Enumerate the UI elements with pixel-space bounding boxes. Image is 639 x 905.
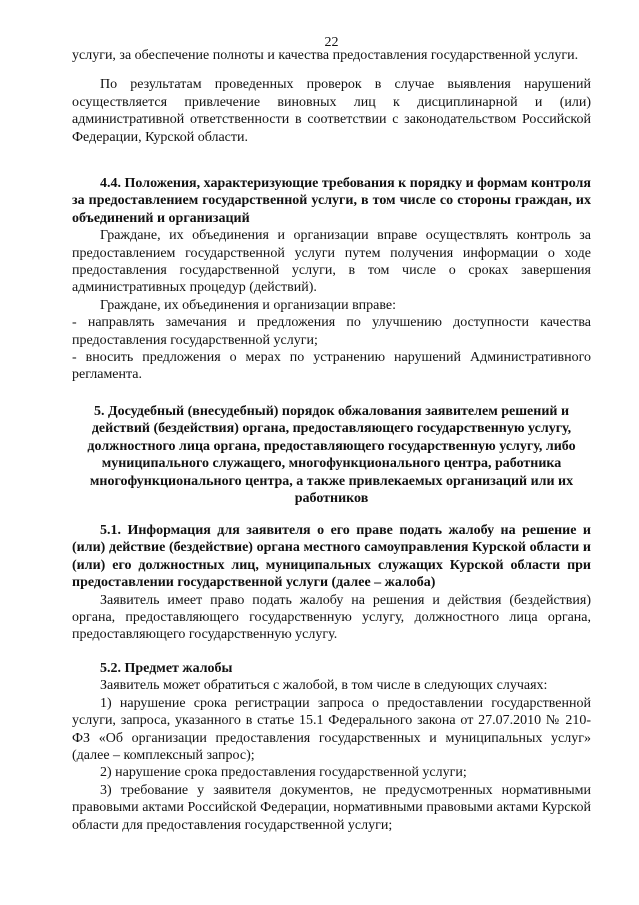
intro-continuation <box>72 47 591 146</box>
section-paragraph: Заявитель может обратиться с жалобой, в том числе в следующих случаях: <box>100 678 548 694</box>
page-number: 22 <box>324 35 339 50</box>
section-paragraph: Заявитель имеет право подать жалобу на решения и действия (бездействия) органа, предоставляющего государственную услугу, должностного лица органа, предоставляющего государственную услугу. <box>72 592 591 643</box>
list-item: 1) нарушение срока регистрации запроса о предоставлении государственной услуги, запроса, указанного в статье 15.1 Федерального закона от 27.07.2010 № 210-ФЗ «Об организации предоставления государственных и муниципальных услуг» (далее – комплексный запрос); <box>72 695 591 764</box>
document-page <box>72 0 591 905</box>
section-5-2 <box>72 660 591 834</box>
section-heading: 5.1. Информация для заявителя о его праве подать жалобу на решение и (или) действие (бездействие) органа местного самоуправления Курской области и (или) его должностных лиц, муниципальных служащих Курской области при предоставлении государственной услуги (далее – жалоба) <box>72 523 591 591</box>
chapter-heading: 5. Досудебный (внесудебный) порядок обжалования заявителем решений и действий (бездействия) органа, предоставляющего государственную услугу, должностного лица органа, предоставляющего государственную услугу, либо муниципального служащего, многофункционального центра, работника многофункционального центра, а также привлекаемых организаций или их работников <box>87 404 576 507</box>
section-paragraph: Граждане, их объединения и организации вправе осуществлять контроль за предоставлением государственной услуги путем получения информации о ходе предоставления государственной услуги, в том числе о сроках завершения административных процедур (действий). <box>72 228 591 296</box>
section-5-1 <box>72 522 591 644</box>
intro-paragraph: По результатам проведенных проверок в случае выявления нарушений осуществляется привлечение виновных лиц к дисциплинарной и (или) административной ответственности в соответствии с законодательством Российской Федерации, Курской области. <box>72 77 591 145</box>
list-item: - направлять замечания и предложения по улучшению доступности качества предоставления государственной услуги; <box>72 315 591 348</box>
section-heading: 5.2. Предмет жалобы <box>100 661 233 676</box>
list-item: - вносить предложения о мерах по устранению нарушений Административного регламента. <box>72 350 591 383</box>
intro-paragraph: услуги, за обеспечение полноты и качества предоставления государственной услуги. <box>72 48 579 63</box>
section-paragraph: Граждане, их объединения и организации вправе: <box>100 297 397 313</box>
section-5 <box>72 403 591 507</box>
list-item: 3) требование у заявителя документов, не предусмотренных нормативными правовыми актами Российской Федерации, нормативными правовыми актами Курской области для предоставления государственной услуги; <box>72 782 591 833</box>
section-heading: 4.4. Положения, характеризующие требования к порядку и формам контроля за предоставлением государственной услуги, в том числе со стороны граждан, их объединений и организаций <box>72 176 591 226</box>
section-4-4 <box>72 175 591 384</box>
list-item: 2) нарушение срока предоставления государственной услуги; <box>100 765 467 781</box>
